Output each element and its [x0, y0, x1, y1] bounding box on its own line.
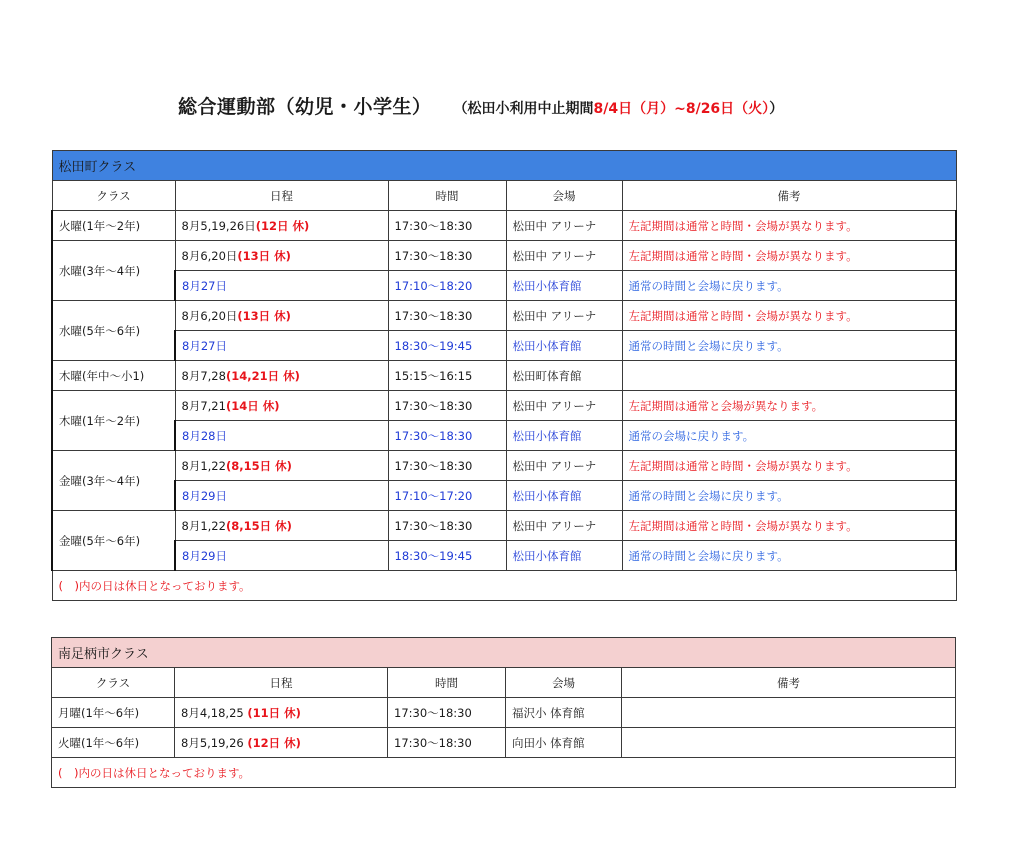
schedule-row: [52, 511, 956, 541]
time-cell: 17:30～18:30: [388, 391, 506, 421]
holiday-note: (8,15日 休): [225, 518, 292, 533]
date-cell: [175, 511, 388, 541]
venue-cell: 松田小体育館: [506, 421, 622, 451]
time-cell: 17:10～18:20: [388, 271, 506, 301]
venue-cell: 福沢小 体育館: [506, 698, 622, 728]
schedule-row: [52, 541, 956, 571]
schedule-row: [52, 728, 956, 758]
holiday-note: (13日 休): [237, 308, 291, 323]
time-cell: 17:30～18:30: [388, 241, 506, 271]
holiday-note: (12日 休): [247, 735, 301, 750]
date-cell: [175, 698, 388, 728]
class-name-cell: 火曜(1年～2年): [52, 211, 175, 241]
time-cell: 17:30～18:30: [388, 421, 506, 451]
schedule-row: [52, 241, 956, 271]
time-cell: 17:30～18:30: [388, 451, 506, 481]
notes-cell: [622, 361, 956, 391]
schedule-row: [52, 451, 956, 481]
footnote-text: ( )内の日は休日となっております。: [52, 758, 956, 788]
date-text: 8月28日: [182, 428, 227, 443]
page-title: 総合運動部（幼児・小学生）: [178, 96, 432, 118]
section-label: 松田町クラス: [52, 151, 956, 181]
date-text: 8月7,28: [181, 368, 226, 383]
footnote-text: ( )内の日は休日となっております。: [52, 571, 956, 601]
venue-cell: 向田小 体育館: [506, 728, 622, 758]
time-cell: 17:30～18:30: [388, 698, 506, 728]
column-header-row: [52, 181, 956, 211]
schedule-row: [52, 271, 956, 301]
section-label: 南足柄市クラス: [52, 638, 956, 668]
notes-cell: 通常の時間と会場に戻ります。: [622, 271, 956, 301]
venue-cell: 松田小体育館: [506, 541, 622, 571]
schedule-row: [52, 421, 956, 451]
minamiashigara-schedule-table: [51, 637, 956, 788]
column-header-row: [52, 668, 956, 698]
date-text: 8月7,21: [181, 398, 226, 413]
column-header-schedule: 日程: [175, 181, 388, 211]
column-header-time: 時間: [388, 668, 506, 698]
schedule-row: [52, 331, 956, 361]
date-text: 8月27日: [182, 338, 227, 353]
schedule-row: [52, 211, 956, 241]
date-cell: [175, 728, 388, 758]
date-text: 8月4,18,25: [181, 705, 244, 720]
date-text: 8月29日: [182, 548, 227, 563]
notes-cell: 通常の時間と会場に戻ります。: [622, 481, 956, 511]
notes-cell: 左記期間は通常と時間・会場が異なります。: [622, 511, 956, 541]
closure-period-note: [454, 98, 784, 118]
notes-cell: 通常の時間と会場に戻ります。: [622, 331, 956, 361]
column-header-time: 時間: [388, 181, 506, 211]
date-cell: [175, 301, 388, 331]
notes-cell: 左記期間は通常と時間・会場が異なります。: [622, 301, 956, 331]
notes-cell: [622, 728, 956, 758]
time-cell: 17:30～18:30: [388, 728, 506, 758]
time-cell: 18:30～19:45: [388, 541, 506, 571]
section-header: [52, 151, 956, 181]
venue-cell: 松田中 アリーナ: [506, 211, 622, 241]
venue-cell: 松田小体育館: [506, 271, 622, 301]
notes-cell: 左記期間は通常と会場が異なります。: [622, 391, 956, 421]
date-cell: [175, 421, 388, 451]
date-text: 8月29日: [182, 488, 227, 503]
date-text: 8月1,22: [181, 458, 226, 473]
class-name-cell: 木曜(年中～小1): [52, 361, 175, 391]
holiday-note: (13日 休): [237, 248, 291, 263]
venue-cell: 松田小体育館: [506, 481, 622, 511]
notes-cell: 左記期間は通常と時間・会場が異なります。: [622, 211, 956, 241]
date-text: 8月5,19,26日: [181, 218, 256, 233]
notes-cell: 左記期間は通常と時間・会場が異なります。: [622, 451, 956, 481]
section-header: [52, 638, 956, 668]
footnote-row: [52, 571, 956, 601]
time-cell: 17:30～18:30: [388, 301, 506, 331]
date-cell: [175, 391, 388, 421]
class-name-cell: 火曜(1年～6年): [52, 728, 175, 758]
holiday-note: (8,15日 休): [225, 458, 292, 473]
date-cell: [175, 361, 388, 391]
date-cell: [175, 331, 388, 361]
date-text: 8月1,22: [181, 518, 226, 533]
class-name-cell: 水曜(5年～6年): [52, 301, 175, 361]
venue-cell: 松田中 アリーナ: [506, 301, 622, 331]
time-cell: 18:30～19:45: [388, 331, 506, 361]
matsudamachi-schedule-table: [51, 150, 957, 601]
schedule-row: [52, 481, 956, 511]
notes-cell: 通常の時間と会場に戻ります。: [622, 541, 956, 571]
notes-cell: [622, 698, 956, 728]
closure-period-suffix: ）: [769, 101, 784, 117]
venue-cell: 松田中 アリーナ: [506, 391, 622, 421]
holiday-note: (14日 休): [225, 398, 280, 413]
notes-cell: 通常の会場に戻ります。: [622, 421, 956, 451]
column-header-venue: 会場: [506, 668, 622, 698]
date-text: 8月27日: [182, 278, 227, 293]
column-header-class: クラス: [52, 668, 175, 698]
closure-period-dates: 8/4日（月）~8/26日（火）: [593, 101, 770, 117]
date-cell: [175, 241, 388, 271]
class-name-cell: 水曜(3年～4年): [52, 241, 175, 301]
column-header-venue: 会場: [506, 181, 622, 211]
time-cell: 17:30～18:30: [388, 511, 506, 541]
venue-cell: 松田中 アリーナ: [506, 451, 622, 481]
column-header-schedule: 日程: [175, 668, 388, 698]
date-cell: [175, 211, 388, 241]
class-name-cell: 木曜(1年～2年): [52, 391, 175, 451]
date-cell: [175, 451, 388, 481]
column-header-notes: 備考: [622, 181, 956, 211]
class-name-cell: 月曜(1年～6年): [52, 698, 175, 728]
time-cell: 15:15～16:15: [388, 361, 506, 391]
date-text: 8月6,20日: [181, 308, 238, 323]
column-header-notes: 備考: [622, 668, 956, 698]
schedule-row: [52, 361, 956, 391]
date-cell: [175, 481, 388, 511]
schedule-row: [52, 391, 956, 421]
page-header: [178, 92, 783, 119]
venue-cell: 松田小体育館: [506, 331, 622, 361]
time-cell: 17:30～18:30: [388, 211, 506, 241]
venue-cell: 松田町体育館: [506, 361, 622, 391]
closure-period-prefix: （松田小利用中止期間: [453, 101, 594, 117]
date-text: 8月5,19,26: [181, 735, 244, 750]
holiday-note: (14,21日 休): [225, 368, 300, 383]
schedule-row: [52, 301, 956, 331]
schedule-row: [52, 698, 956, 728]
footnote-row: [52, 758, 956, 788]
date-cell: [175, 541, 388, 571]
venue-cell: 松田中 アリーナ: [506, 241, 622, 271]
column-header-class: クラス: [52, 181, 175, 211]
holiday-note: (11日 休): [247, 705, 301, 720]
date-text: 8月6,20日: [181, 248, 238, 263]
venue-cell: 松田中 アリーナ: [506, 511, 622, 541]
notes-cell: 左記期間は通常と時間・会場が異なります。: [622, 241, 956, 271]
holiday-note: (12日 休): [255, 218, 310, 233]
date-cell: [175, 271, 388, 301]
class-name-cell: 金曜(3年～4年): [52, 451, 175, 511]
time-cell: 17:10～17:20: [388, 481, 506, 511]
class-name-cell: 金曜(5年～6年): [52, 511, 175, 571]
